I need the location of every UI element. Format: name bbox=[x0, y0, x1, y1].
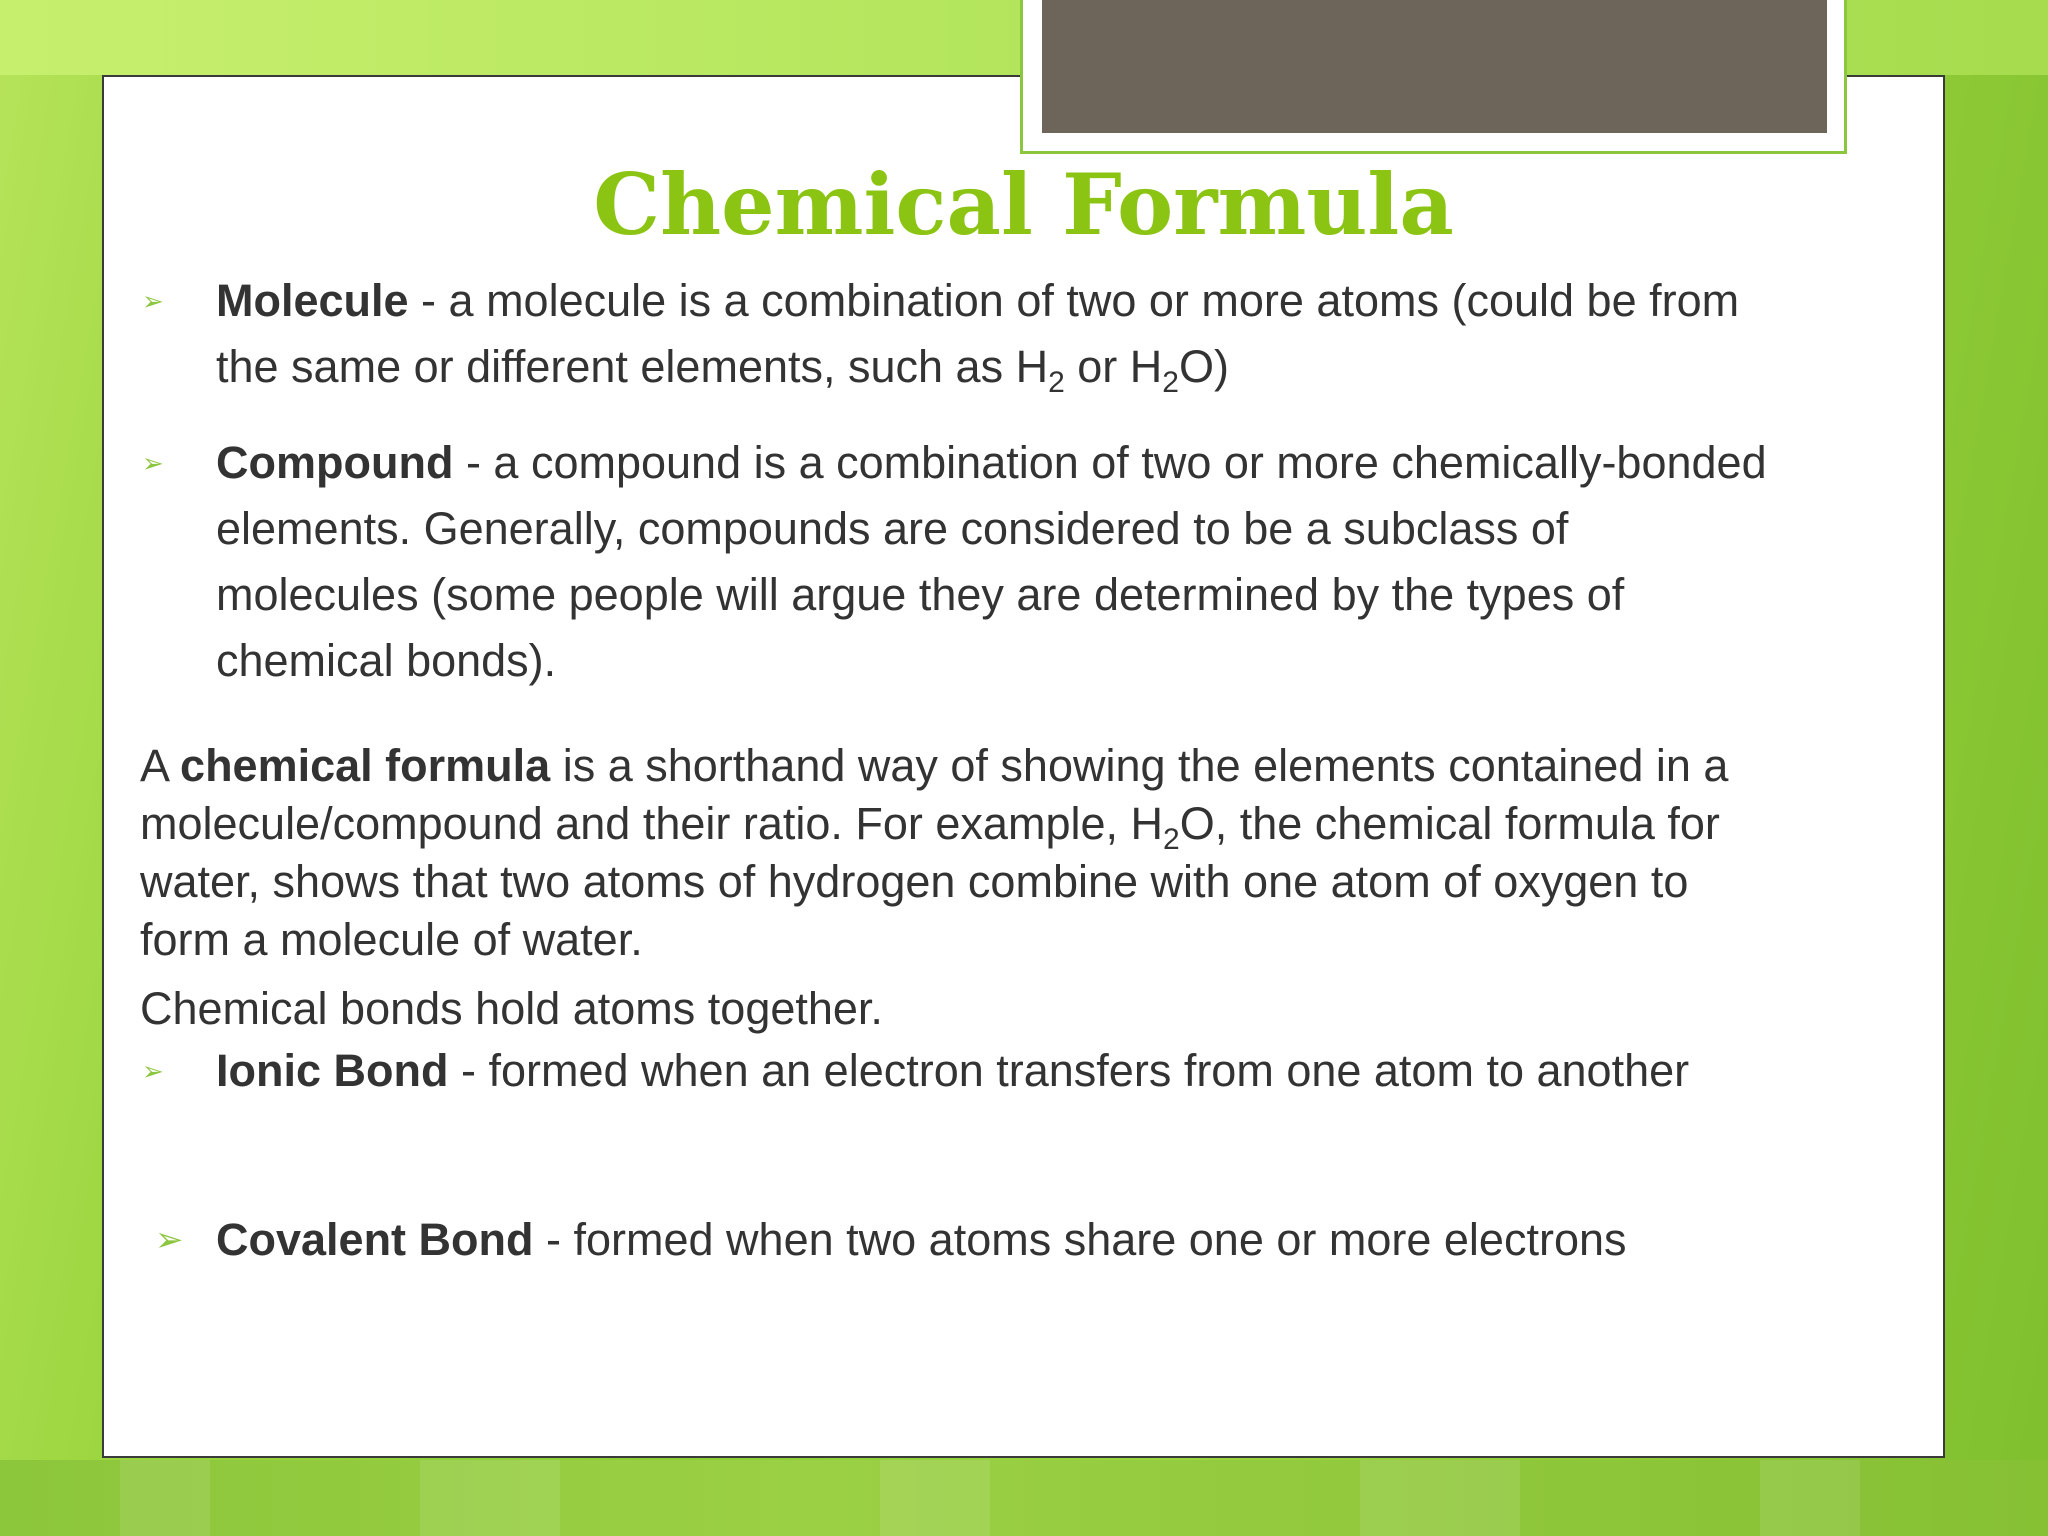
subscript: 2 bbox=[1163, 823, 1180, 856]
paragraph-lead: A bbox=[140, 740, 181, 791]
bullet-arrow-icon: ➢ bbox=[142, 286, 164, 316]
bullet-molecule bbox=[216, 268, 1776, 400]
bullet-molecule-text-b: or H bbox=[1064, 341, 1163, 392]
term-chemical-formula: chemical formula bbox=[180, 740, 551, 791]
background-bottom-band bbox=[0, 1460, 2048, 1536]
bullet-molecule-text-c: O) bbox=[1178, 341, 1229, 392]
subscript: 2 bbox=[1162, 366, 1179, 399]
paragraph-text-b: O, the chemical formula for water, shows that two atoms of hydrogen combine with one atom of oxygen to form a molecule of water. bbox=[140, 798, 1720, 965]
bullet-compound-text: - a compound is a combination of two or more chemically-bonded elements. Generally, compounds are considered to be a subclass of molecules (some people will argue they are determined by the types of chemical bonds). bbox=[216, 437, 1767, 686]
background-stripe bbox=[420, 1460, 560, 1536]
bullet-covalent-bond bbox=[216, 1207, 1816, 1273]
term-molecule: Molecule bbox=[216, 275, 409, 326]
bullet-arrow-icon: ➢ bbox=[155, 1221, 184, 1259]
bullet-arrow-icon: ➢ bbox=[142, 448, 164, 478]
background-stripe bbox=[1360, 1460, 1520, 1536]
bullet-compound bbox=[216, 430, 1776, 694]
background-stripe bbox=[880, 1460, 990, 1536]
slide-title: Chemical Formula bbox=[593, 155, 1454, 254]
term-covalent-bond: Covalent Bond bbox=[216, 1214, 534, 1265]
term-compound: Compound bbox=[216, 437, 454, 488]
bullet-molecule-text-a: - a molecule is a combination of two or more atoms (could be from the same or different elements, such as H bbox=[216, 275, 1740, 392]
paragraph-text-a: is a shorthand way of showing the elements contained in a molecule/compound and their ratio. For example, H bbox=[140, 740, 1729, 849]
background-stripe bbox=[120, 1460, 210, 1536]
term-ionic-bond: Ionic Bond bbox=[216, 1045, 449, 1096]
subscript: 2 bbox=[1048, 366, 1065, 399]
background-stripe bbox=[1760, 1460, 1860, 1536]
bullet-ionic-text: - formed when an electron transfers from one atom to another bbox=[448, 1045, 1690, 1096]
bullet-arrow-icon: ➢ bbox=[142, 1056, 164, 1086]
bullet-ionic-bond bbox=[216, 1038, 1776, 1104]
header-tab-block bbox=[1042, 0, 1827, 133]
bonds-intro: Chemical bonds hold atoms together. bbox=[140, 983, 883, 1034]
bullet-covalent-text: - formed when two atoms share one or more electrons bbox=[533, 1214, 1627, 1265]
chemical-formula-paragraph bbox=[140, 737, 1780, 969]
